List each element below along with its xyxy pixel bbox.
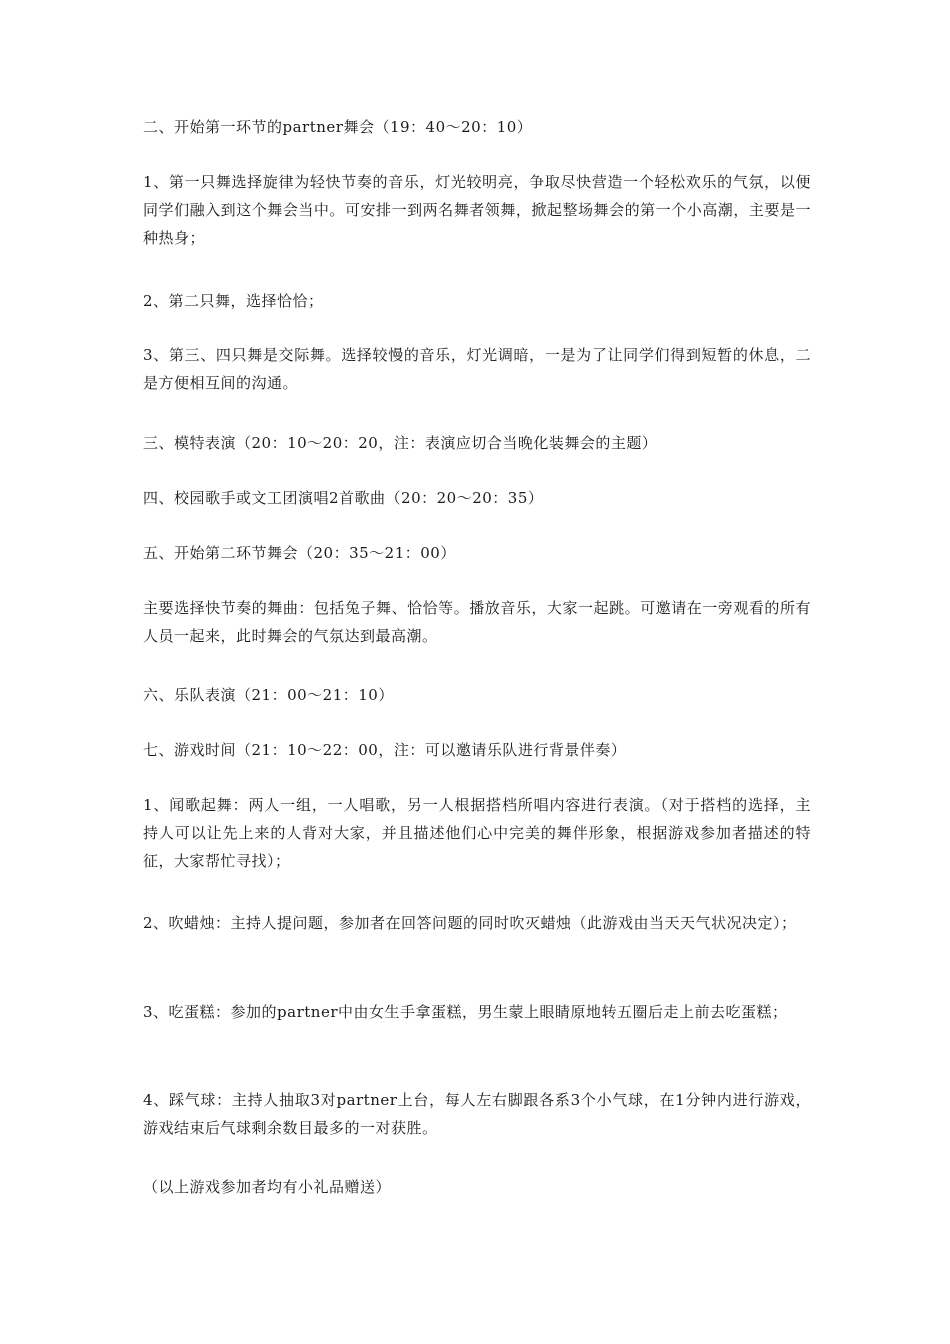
heading-section-6: 六、乐队表演（21：00～21：10）	[143, 686, 394, 704]
heading-section-4: 四、校园歌手或文工团演唱2首歌曲（20：20～20：35）	[143, 489, 544, 507]
paragraph-prize-note: （以上游戏参加者均有小礼品赠送）	[143, 1178, 392, 1196]
heading-section-3: 三、模特表演（20：10～20：20，注：表演应切合当晚化装舞会的主题）	[143, 434, 658, 452]
paragraph-second-dance: 2、第二只舞，选择恰恰；	[143, 292, 324, 310]
paragraph-game-2: 2、吹蜡烛：主持人提问题，参加者在回答问题的同时吹灭蜡烛（此游戏由当天天气状况决定）；	[143, 914, 797, 932]
paragraph-game-3: 3、吃蛋糕：参加的partner中由女生手拿蛋糕，男生蒙上眼睛原地转五圈后走上前去吃蛋糕；	[143, 1003, 788, 1021]
heading-section-2: 二、开始第一环节的partner舞会（19：40～20：10）	[143, 118, 533, 136]
paragraph-game-1: 1、闻歌起舞：两人一组，一人唱歌，另一人根据搭档所唱内容进行表演。（对于搭档的选择，主持人可以让先上来的人背对大家，并且描述他们心中完美的舞伴形象，根据游戏参加者描述的特征，大家帮忙寻找）；	[143, 796, 811, 870]
heading-section-5: 五、开始第二环节舞会（20：35～21：00）	[143, 544, 456, 562]
heading-section-7: 七、游戏时间（21：10～22：00，注：可以邀请乐队进行背景伴奏）	[143, 741, 627, 759]
paragraph-second-dance-session: 主要选择快节奏的舞曲：包括兔子舞、恰恰等。播放音乐，大家一起跳。可邀请在一旁观看的所有人员一起来，此时舞会的气氛达到最高潮。	[143, 599, 811, 645]
paragraph-third-fourth-dance: 3、第三、四只舞是交际舞。选择较慢的音乐，灯光调暗，一是为了让同学们得到短暂的休息，二是方便相互间的沟通。	[143, 346, 811, 392]
paragraph-first-dance: 1、第一只舞选择旋律为轻快节奏的音乐，灯光较明亮，争取尽快营造一个轻松欢乐的气氛，以便同学们融入到这个舞会当中。可安排一到两名舞者领舞，掀起整场舞会的第一个小高潮，主要是一种热身；	[143, 173, 811, 247]
paragraph-game-4: 4、踩气球：主持人抽取3对partner上台，每人左右脚跟各系3个小气球，在1分钟内进行游戏，游戏结束后气球剩余数目最多的一对获胜。	[143, 1091, 811, 1137]
